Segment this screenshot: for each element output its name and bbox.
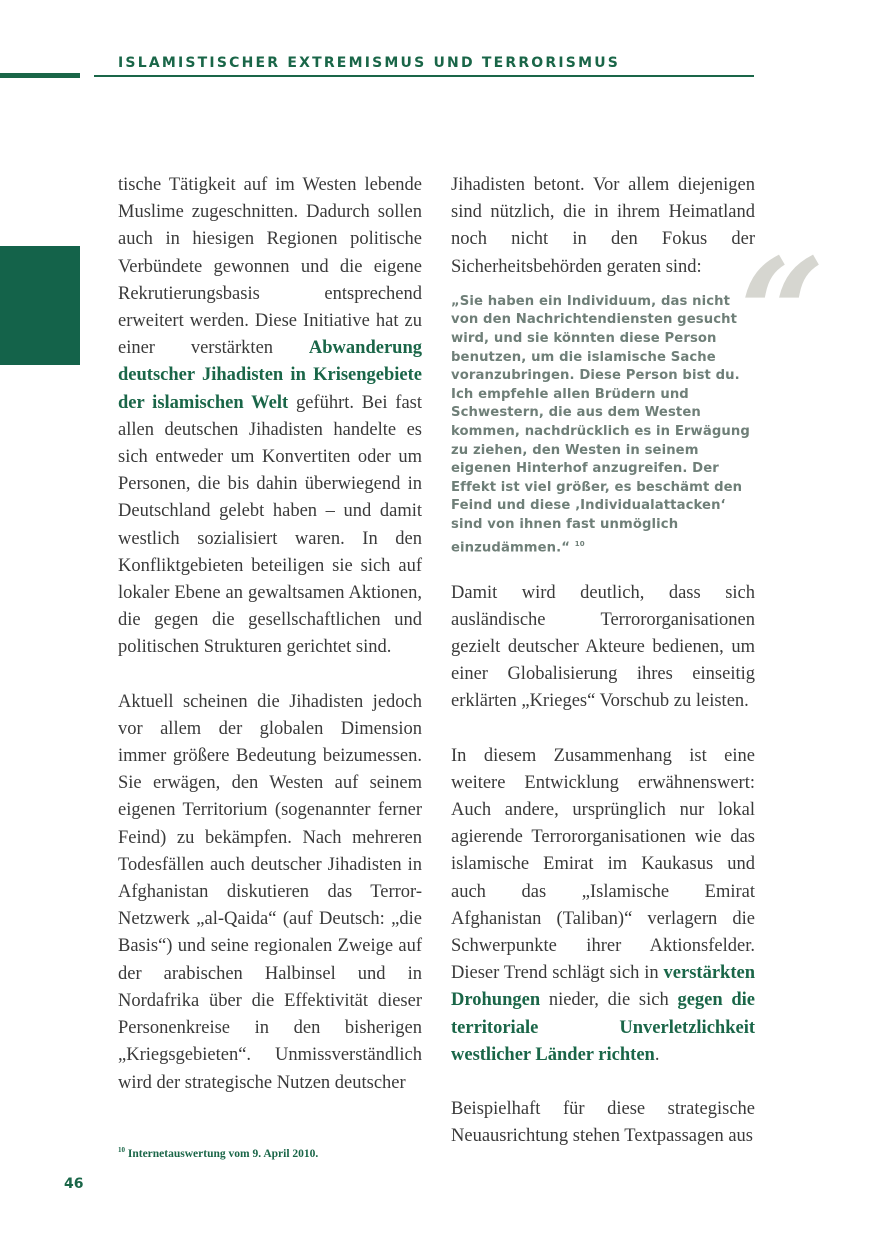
footnote-text: Internetauswertung vom 9. April 2010. bbox=[125, 1147, 319, 1160]
footnote-ref: 10 bbox=[118, 1146, 125, 1154]
footnote bbox=[118, 1146, 318, 1160]
left-paragraph-2: Aktuell scheinen die Jihadisten jedoch vor allem der globalen Dimension immer größere Bedeutung beizumessen. Sie erwägen, den Westen auf seinem eigenen Territorium (sogenannter ferner Feind) zu bekämpfen. Nach mehreren Todesfällen auch deutscher Jihadisten in Afghanistan diskutieren das Terror-Netzwerk „al-Qaida“ (auf Deutsch: „die Basis“) und seine regionalen Zweige auf der arabischen Halbinsel und in Nordafrika über die Effektivität dieser Personenkreise in den bisherigen „Kriegsgebieten“. Unmissverständlich wird der strategische Nutzen deutscher bbox=[118, 691, 422, 1093]
highlight-abwanderung: Abwanderung deutscher Jihadisten in Krisengebiete der islamischen Welt bbox=[118, 338, 422, 413]
text-run: nieder, die sich bbox=[540, 990, 678, 1011]
quote-footnote-ref: 10 bbox=[574, 539, 585, 548]
right-paragraph-1: Jihadisten betont. Vor allem diejenigen sind nützlich, die in ihrem Heimatland noch nicht in den Fokus der Sicherheitsbehörden geraten sind: bbox=[451, 175, 755, 277]
header-accent-bar bbox=[0, 73, 80, 78]
quote-text bbox=[451, 293, 755, 558]
highlight-drohungen: verstärkten Drohungen bbox=[451, 963, 755, 1011]
side-marker-block bbox=[0, 246, 80, 365]
page-number: 46 bbox=[64, 1176, 84, 1192]
right-column bbox=[451, 172, 826, 1150]
left-paragraph-1 bbox=[118, 172, 422, 662]
quote-body: „Sie haben ein Individuum, das nicht von den Nachrichtendiensten gesucht wird, und sie könnten diese Person benutzen, um die islamische Sache voranzubringen. Diese Person bist du. Ich empfehle allen Brüdern und Schwestern, die aus dem Westen kommen, nachdrücklich es in Erwägung zu ziehen, den Westen in seinem eigenen Hinterhof anzugreifen. Der Effekt ist viel größer, es beschämt den Feind und diese ‚Individualattacken‘ sind von ihnen fast unmöglich einzudämmen.“ bbox=[451, 293, 750, 555]
left-column bbox=[118, 172, 422, 1097]
highlight-territoriale: gegen die territoriale Unverletzlichkeit westlicher Länder richten bbox=[451, 990, 755, 1065]
running-header-title: ISLAMISTISCHER EXTREMISMUS UND TERRORISMUS bbox=[118, 55, 621, 71]
text-run: In diesem Zusammenhang ist eine weitere Entwicklung erwähnenswert: Auch andere, ursprünglich nur lokal agierende Terrororganisationen wie das islamische Emirat im Kaukasus und auch das „Islamische Emirat Afghanistan (Taliban)“ verlagern die Schwerpunkte ihrer Aktionsfelder. Dieser Trend schlägt sich in bbox=[451, 745, 755, 984]
text-run: tische Tätigkeit auf im Westen lebende Muslime zugeschnitten. Dadurch sollen auch in hiesigen Regionen politische Verbündete gewonnen und die eigene Rekrutierungsbasis entsprechend erweitert werden. Diese Initiative hat zu einer verstärkten bbox=[118, 175, 422, 359]
text-run: geführt. Bei fast allen deutschen Jihadisten handelte es sich entweder um Konvertiten oder um Personen, die bis dahin überwiegend in Deutschland gelebt haben – und damit westlich sozialisiert waren. In den Konfliktgebieten beteiligen sie sich auf lokaler Ebene an gewaltsamen Aktionen, die gegen die gesellschaftlichen und politischen Strukturen gerichtet sind. bbox=[118, 392, 423, 658]
right-paragraph-2: Damit wird deutlich, dass sich ausländische Terrororganisationen gezielt deutscher Akteure bedienen, um einer Globalisierung ihres einseitig erklärten „Krieges“ Vorschub zu leisten. bbox=[451, 582, 755, 712]
header-rule bbox=[94, 75, 754, 77]
quotation-mark-icon: “ bbox=[739, 225, 826, 402]
right-paragraph-3 bbox=[451, 743, 755, 1069]
right-paragraph-4: Beispielhaft für diese strategische Neuausrichtung stehen Textpassagen aus bbox=[451, 1098, 755, 1147]
text-run: . bbox=[654, 1044, 660, 1065]
